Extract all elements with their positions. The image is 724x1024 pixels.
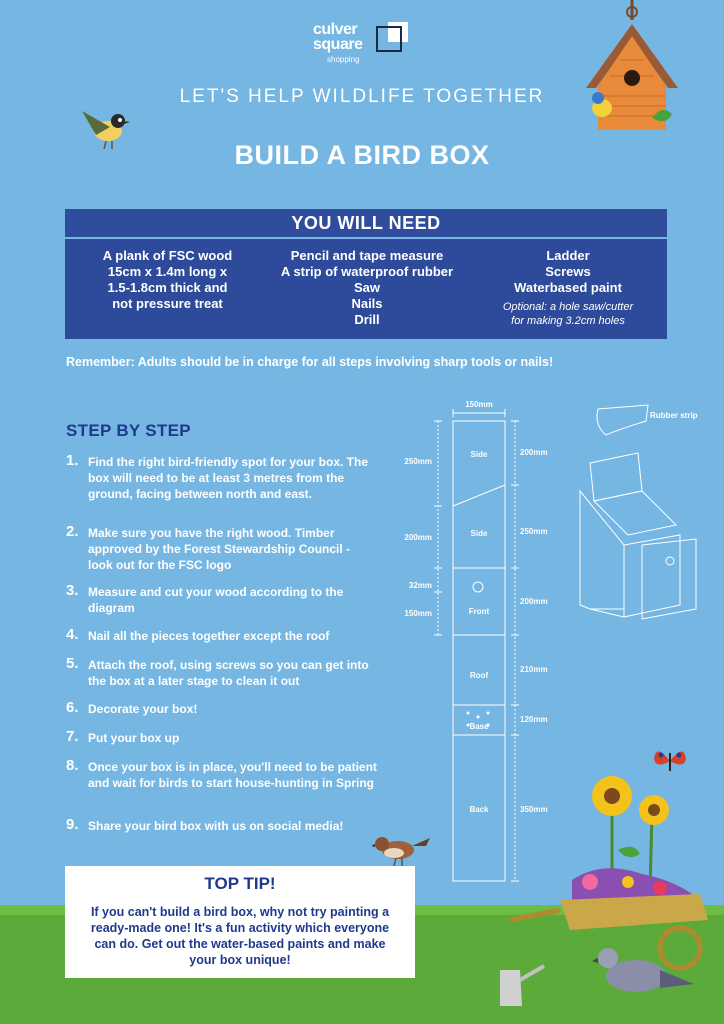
piece-label: Back: [469, 805, 489, 814]
piece-label: Roof: [469, 671, 489, 680]
safety-reminder: Remember: Adults should be in charge for all steps involving sharp tools or nails!: [66, 355, 554, 369]
steps-heading: STEP BY STEP: [66, 421, 191, 440]
need-column-1: [75, 248, 260, 312]
dim-width: 150mm: [465, 400, 493, 409]
need-column-2: [262, 248, 472, 328]
dim-right: 200mm: [520, 597, 548, 606]
need-item: not pressure treat: [112, 296, 223, 311]
step-text: Nail all the pieces together except the roof: [88, 629, 330, 643]
brand-line3: shopping: [327, 55, 360, 64]
need-item: Drill: [354, 312, 380, 327]
step-number: 6.: [66, 699, 79, 716]
step-text: Find the right bird-friendly spot for your box. The box will need to be at least 3 metres from the ground, facing between north and east.: [88, 455, 368, 501]
dim-left: 250mm: [404, 457, 432, 466]
optional-line: for making 3.2cm holes: [511, 315, 625, 327]
bird-illustration: [80, 105, 132, 153]
brand-logo: [313, 22, 413, 66]
need-item: 1.5-1.8cm thick and: [107, 280, 228, 295]
step-text: Decorate your box!: [88, 702, 198, 716]
step-text: Measure and cut your wood according to the diagram: [88, 585, 344, 615]
step-number: 5.: [66, 655, 79, 672]
piece-label: Front: [468, 607, 490, 616]
need-item: A strip of waterproof rubber: [280, 264, 454, 279]
top-tip-box: [65, 866, 415, 978]
need-item: Screws: [545, 264, 591, 279]
step-number: 7.: [66, 728, 79, 745]
step-text: Put your box up: [88, 731, 180, 745]
page-title: BUILD A BIRD BOX: [234, 140, 490, 170]
you-will-need-heading: YOU WILL NEED: [65, 209, 667, 239]
step-text: Once your box is in place, you'll need to be patient and wait for birds to start house-hunting in Spring: [88, 760, 377, 790]
optional-line: Optional: a hole saw/cutter: [502, 301, 634, 313]
need-item: Ladder: [546, 248, 590, 263]
optional-note: [478, 300, 658, 328]
need-item: Nails: [351, 296, 383, 311]
step-number: 3.: [66, 582, 79, 599]
brand-line1: culver: [313, 21, 358, 38]
need-item: A plank of FSC wood: [102, 248, 233, 263]
step-number: 2.: [66, 523, 79, 540]
piece-label: Side: [470, 529, 488, 538]
need-item: 15cm x 1.4m long x: [107, 264, 228, 279]
logo-square-outline: [376, 26, 402, 52]
step-number: 8.: [66, 757, 79, 774]
need-item: Waterbased paint: [514, 280, 622, 295]
piece-label: Side: [470, 450, 488, 459]
need-item: Pencil and tape measure: [290, 248, 444, 263]
dim-left: 32mm: [408, 581, 432, 590]
dim-left: 150mm: [404, 609, 432, 618]
dim-left: 200mm: [404, 533, 432, 542]
step-text: Share your bird box with us on social media!: [88, 819, 344, 833]
tagline: LET'S HELP WILDLIFE TOGETHER: [179, 86, 545, 107]
dim-right: 200mm: [520, 448, 548, 457]
rubber-strip-label: Rubber strip: [650, 411, 698, 420]
birdhouse-illustration: [580, 0, 690, 135]
brand-line2: square: [313, 36, 363, 53]
step-number: 9.: [66, 816, 79, 833]
top-tip-heading: TOP TIP!: [204, 874, 276, 893]
dim-right: 210mm: [520, 665, 548, 674]
step-text: Attach the roof, using screws so you can get into the box at a later stage to clean it out: [88, 658, 369, 688]
step-number: 1.: [66, 452, 79, 469]
need-column-3: [478, 248, 658, 328]
garden-illustration: [500, 770, 724, 1024]
need-item: Saw: [353, 280, 380, 295]
piece-label: Base: [469, 722, 489, 731]
dim-right: 120mm: [520, 715, 548, 724]
dim-right: 350mm: [520, 805, 548, 814]
step-number: 4.: [66, 626, 79, 643]
dim-right: 250mm: [520, 527, 548, 536]
step-text: Make sure you have the right wood. Timber approved by the Forest Stewardship Council - look out for the FSC logo: [88, 526, 351, 572]
top-tip-body: If you can't build a bird box, why not try painting a ready-made one! It's a fun activity which everyone can do. Get out the water-based paints and make your box unique!: [90, 905, 390, 967]
